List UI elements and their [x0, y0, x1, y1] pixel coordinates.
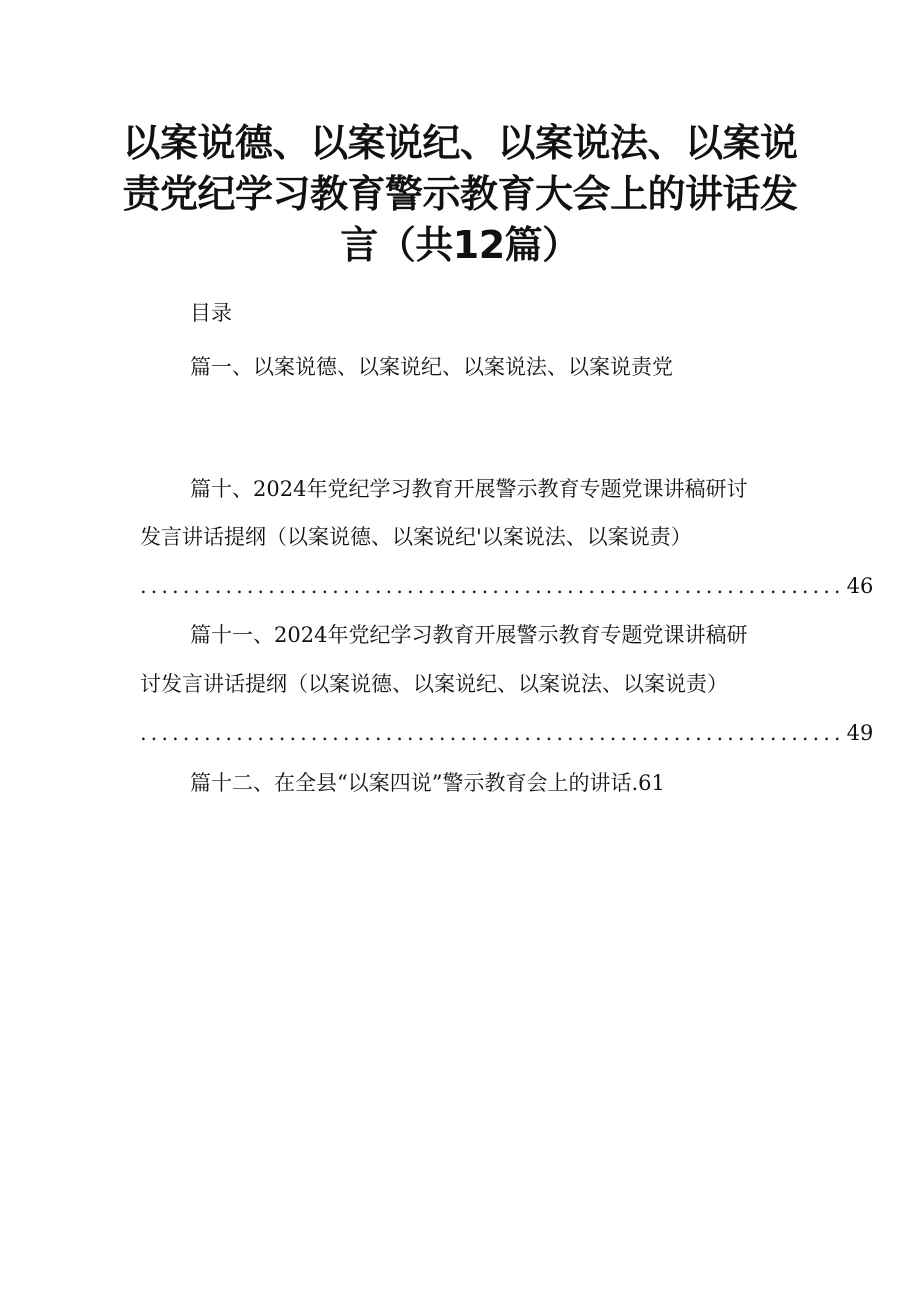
- toc-entry-10-page-number: 46: [846, 574, 874, 598]
- toc-entry-11-line-1[interactable]: 篇十一、2024年党纪学习教育开展警示教育专题党课讲稿研: [190, 623, 748, 647]
- toc-heading: 目录: [190, 301, 232, 325]
- toc-entry-10-leader-row: [140, 571, 874, 601]
- dot-leader: ..................................................................: [140, 721, 845, 745]
- toc-entry-11-leader-row: [140, 718, 874, 748]
- document-title: [120, 118, 800, 271]
- toc-entry-12[interactable]: 篇十二、在全县“以案四说”警示教育会上的讲话.61: [190, 771, 665, 795]
- toc-entry-10-line-2[interactable]: 发言讲话提纲（以案说德、以案说纪'以案说法、以案说责）: [140, 525, 692, 549]
- toc-entry-10-line-1[interactable]: 篇十、2024年党纪学习教育开展警示教育专题党课讲稿研讨: [190, 477, 748, 501]
- toc-entry-1[interactable]: 篇一、以案说德、以案说纪、以案说法、以案说责党: [190, 355, 673, 379]
- toc-entry-11-line-2[interactable]: 讨发言讲话提纲（以案说德、以案说纪、以案说法、以案说责）: [140, 672, 728, 696]
- title-line-3: 言（共12篇）: [340, 223, 580, 267]
- toc-entry-11-page-number: 49: [846, 721, 874, 745]
- title-line-1: 以案说德、以案说纪、以案说法、以案说: [122, 121, 798, 165]
- dot-leader: ..................................................................: [140, 574, 845, 598]
- title-line-2: 责党纪学习教育警示教育大会上的讲话发: [122, 172, 798, 216]
